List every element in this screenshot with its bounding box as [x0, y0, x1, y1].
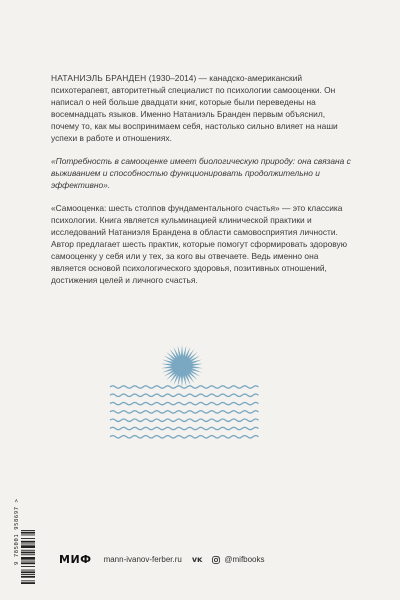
publisher-site-link[interactable]: mann-ivanov-ferber.ru — [103, 555, 182, 564]
barcode-bar — [21, 576, 35, 578]
sun-icon — [161, 345, 203, 387]
vk-icon[interactable]: ᴠᴋ — [191, 555, 203, 564]
barcode-bar — [21, 552, 35, 554]
barcode-bar — [21, 541, 35, 543]
publisher-handle[interactable]: @mifbooks — [224, 555, 265, 564]
wave-line — [110, 411, 259, 413]
barcode-bar — [21, 570, 35, 571]
barcode-bar — [21, 580, 35, 581]
publisher-footer — [59, 553, 265, 566]
publisher-logo: МИФ — [59, 553, 92, 566]
wave-line — [110, 394, 259, 396]
barcode-bar — [21, 535, 35, 536]
barcode-bar — [21, 550, 35, 551]
author-quote: «Потребность в самооценке имеет биологическую природу: она связана с выживанием и способностью функционировать продолжительно и эффективно». — [51, 156, 351, 190]
barcode-bar — [21, 538, 35, 539]
wave-line — [110, 436, 259, 438]
sun-shape — [161, 345, 203, 387]
wave-line — [110, 402, 259, 404]
waves-icon — [110, 386, 259, 438]
back-cover-text — [51, 72, 351, 297]
barcode-bar — [21, 530, 35, 531]
sun-over-waves-icon — [100, 336, 265, 446]
barcode-bar — [21, 562, 35, 564]
barcode-bar — [21, 544, 35, 545]
barcode-bar — [21, 582, 35, 584]
author-name: НАТАНИЭЛЬ БРАНДЕН — [51, 73, 147, 83]
barcode-bar — [21, 557, 35, 560]
barcode-bar — [21, 561, 35, 562]
barcode-bar — [21, 554, 35, 555]
author-bio-text: (1930–2014) — канадско-американский психотерапевт, авторитетный специалист по психологии самооценки. Он написал о ней больше двадцати книг, которые были переведены на восемнадцать языков. Именно Натаниэль Бранден первым объяснил, почему то, как мы воспринимаем себя, настолько сильно влияет на наши успехи в работе и отношениях. — [51, 73, 338, 143]
instagram-icon[interactable] — [212, 556, 220, 564]
wave-line — [110, 427, 259, 429]
wave-line — [110, 386, 259, 388]
book-description: «Самооценка: шесть столпов фундаментального счастья» — это классика психологии. Книга является кульминацией клинической практики и исследований Натаниэля Брандена в области самовосприятия личности. Автор предлагает шесть практик, которые помогут сформировать здоровую самооценку у себя или у тех, за кого вы отвечаете. Ведь именно она является основой психологического здоровья, позитивных отношений, достижения целей и личного счастья. — [51, 203, 347, 285]
wave-line — [110, 419, 259, 421]
author-bio — [51, 72, 351, 144]
barcode-bar — [21, 574, 35, 575]
barcode-bar — [21, 545, 35, 548]
barcode-bar — [21, 566, 35, 567]
barcode-bar — [21, 532, 35, 534]
barcode-digits: 9 785001 958697 > — [14, 498, 20, 565]
barcode-bar — [21, 571, 35, 573]
